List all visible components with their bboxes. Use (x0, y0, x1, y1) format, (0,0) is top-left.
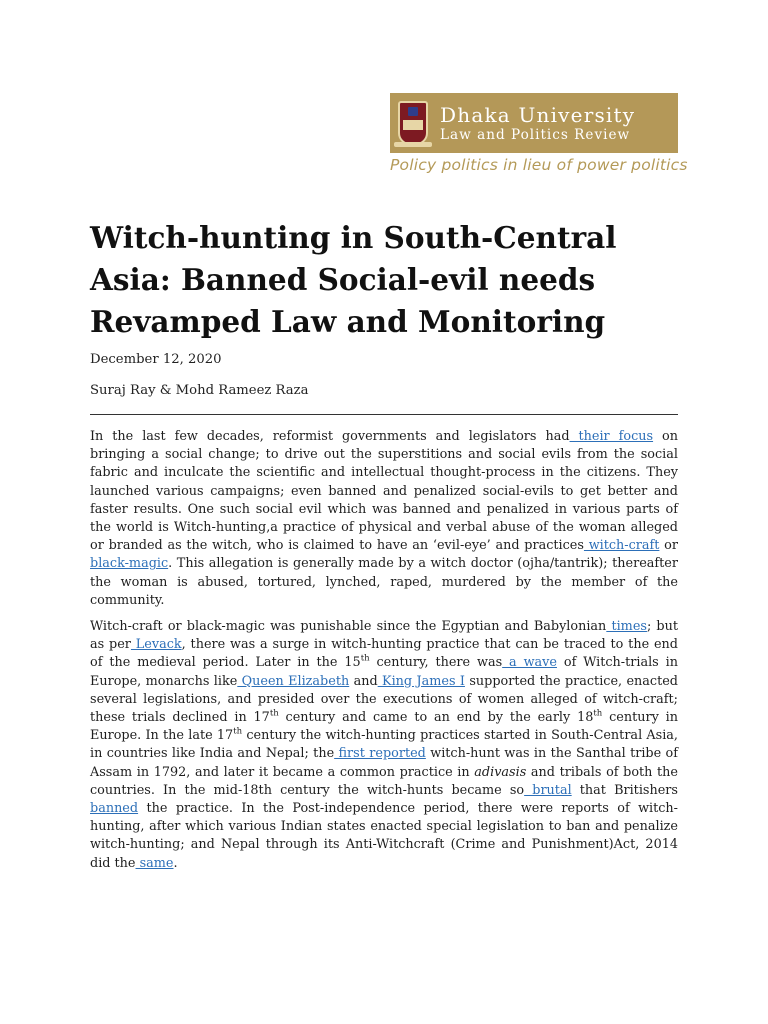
university-crest-icon (398, 101, 428, 145)
link-king-james[interactable]: King James I (377, 673, 465, 689)
emphasis-adivasis: adivasis (474, 764, 527, 780)
dulpr-logo[interactable] (390, 93, 678, 153)
link-times[interactable]: times (606, 619, 647, 635)
text-run: witch-hunt was in the Santhal tribe of Assam in 1792, and later it became a common practice in (90, 746, 678, 780)
ordinal-suffix: th (360, 654, 370, 665)
text-run: , there was a surge in witch-hunting practice that can be traced to the end of the medieval period. Later in the 15 (90, 637, 678, 671)
article-title: Witch-hunting in South-Central Asia: Banned Social-evil needs Revamped Law and Monitoring (90, 220, 617, 339)
link-queen-elizabeth[interactable]: Queen Elizabeth (237, 673, 350, 689)
text-run: that Britishers (571, 782, 678, 798)
text-run: of Witch-trials in Europe, monarchs like (90, 655, 678, 689)
paragraph-1 (90, 428, 678, 610)
divider (90, 414, 678, 415)
text-run: century and came to an end by the early 18 (278, 710, 594, 726)
text-run: Witch-craft or black-magic was punishable since the Egyptian and Babylonian (90, 619, 607, 635)
text-run: . This allegation is generally made by a witch doctor (ojha/tantrik); thereafter the woman is abused, tortured, lynched, raped, murdered by the member of the community. (90, 556, 678, 608)
text-run: In the last few decades, reformist governments and legislators had (90, 429, 570, 444)
link-brutal[interactable]: brutal (524, 782, 572, 798)
ordinal-suffix: th (269, 708, 279, 719)
text-run: . (173, 855, 178, 871)
text-run: century the witch-hunting practices started in South-Central Asia, in countries like India and Nepal; the (90, 728, 679, 762)
text-run: and tribals of both the countries. In the mid-18th century the witch-hunts became so (90, 764, 678, 798)
link-a-wave[interactable]: a wave (502, 655, 557, 671)
ordinal-suffix: th (233, 726, 243, 737)
text-run: the practice. In the Post-independence period, there were reports of witch-hunting, after which various Indian states enacted special legislation to ban and penalize witch-hunting; and Nepal through its Anti-Witchcraft (Crime and Punishment)Act, 2014 did the (90, 801, 678, 871)
link-black-magic[interactable]: black-magic (90, 556, 169, 572)
link-same[interactable]: same (135, 855, 174, 871)
text-run: century in Europe. In the late 17 (90, 710, 678, 744)
text-run: century, there was (369, 655, 503, 671)
link-their-focus[interactable]: their focus (569, 429, 654, 444)
logo-title: Dhaka University (440, 102, 636, 127)
text-run: and (349, 673, 378, 689)
text-run: supported the practice, enacted several legislations, and presided over the executions of women alleged of witch-craft; these trials declined in 17 (90, 673, 678, 726)
link-first-reported[interactable]: first reported (334, 746, 426, 762)
link-levack[interactable]: Levack (130, 637, 182, 653)
logo-subtitle: Law and Politics Review (440, 126, 631, 143)
tagline: Policy politics in lieu of power politics (390, 156, 688, 174)
text-run: or (659, 538, 678, 554)
article-body (90, 428, 678, 881)
paragraph-2 (90, 618, 678, 873)
logo-wordmark (440, 103, 635, 144)
link-witch-craft[interactable]: witch-craft (583, 538, 660, 554)
text-run: ; but as per (90, 619, 678, 653)
link-banned[interactable]: banned (90, 801, 139, 817)
ordinal-suffix: th (593, 708, 603, 719)
publish-date: December 12, 2020 (90, 352, 222, 367)
authors: Suraj Ray & Mohd Rameez Raza (90, 383, 309, 398)
text-run: on bringing a social change; to drive out the superstitions and social evils from the social fabric and inculcate the scientific and intellectual thought-process in the citizens. They launched various campaigns; even banned and penalized social-evils to get better and faster results. One such social evil which was banned and penalized in various parts of the world is Witch-hunting,a practice of physical and verbal abuse of the woman alleged or branded as the witch, who is claimed to have an ‘evil-eye’ and practices (90, 429, 678, 554)
